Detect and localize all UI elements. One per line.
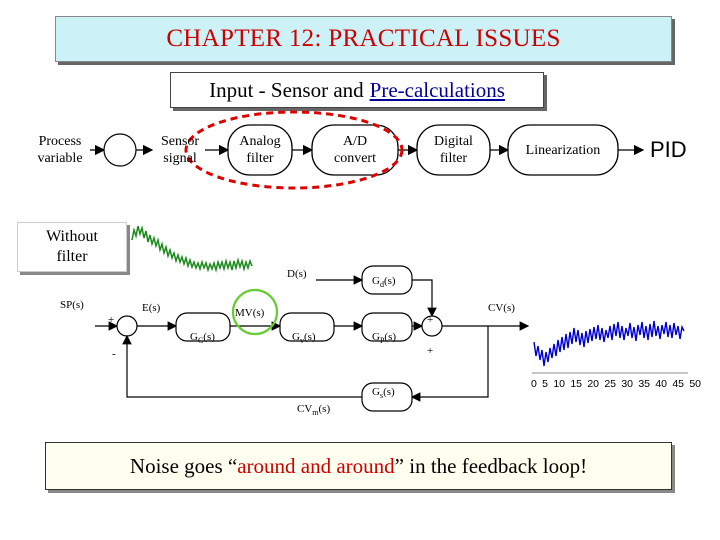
linearization-label: Linearization [525,143,601,158]
gs-sub: s [379,391,384,401]
arrow-feedback [127,336,362,397]
gv-g: G [292,331,300,343]
slide-title: CHAPTER 12: PRACTICAL ISSUES [55,16,672,62]
disturbance-label: D(s) [287,268,307,280]
gs-label [372,386,395,402]
gp-sub: P [379,336,385,346]
gc-g: G [190,331,198,343]
cv-label: CV(s) [488,302,515,314]
tick-30: 30 [621,378,633,390]
tick-25: 25 [604,378,616,390]
plus-sign-top: + [427,314,434,326]
pid-label: PID [650,137,687,162]
subtitle-highlight: Pre-calculations [369,77,505,102]
without-filter-line1: Without [46,228,98,245]
gc-tail: (s) [203,331,215,343]
sensor-signal-label [150,133,210,167]
tick-20: 20 [587,378,599,390]
ad-convert-label [312,133,398,167]
gs-tail: (s) [383,386,395,398]
cvm-label [297,403,330,419]
noise-note-highlight: around and around [237,453,395,478]
cv-plot [532,321,688,373]
subtitle-prefix: Input - Sensor and [209,77,364,102]
without-filter-label [17,222,127,272]
tick-35: 35 [638,378,650,390]
gc-label [190,331,215,347]
tick-45: 45 [672,378,684,390]
analog-filter-label [228,133,292,167]
digital-filter-line2: filter [439,151,468,166]
sp-label: SP(s) [60,299,84,311]
noisy-signal-trace [132,226,252,270]
cvm-cv: CV [297,403,313,415]
gs-g: G [372,386,380,398]
plus-sign-sum: + [108,314,115,326]
plot-x-ticks [531,378,701,390]
gv-sub: v [299,336,304,346]
sensor-circle [104,134,136,166]
gv-label [292,331,316,347]
ad-convert-line1: A/D [342,134,368,149]
tick-0: 0 [531,378,537,390]
tick-50: 50 [689,378,701,390]
gp-tail: (s) [384,331,397,343]
mv-label: MV(s) [235,307,265,319]
gc-sub: C [197,336,204,346]
noise-note [45,442,672,490]
gv-tail: (s) [303,331,316,343]
tick-5: 5 [542,378,548,390]
sensor-signal-line2: signal [163,151,197,166]
plus-sign-bottom: + [427,345,434,357]
gd-tail: (s) [383,275,396,287]
gp-label [372,331,396,347]
gd-g: G [372,275,380,287]
gp-g: G [372,331,380,343]
cvm-sub: m [312,408,319,418]
cv-noisy-trace [534,321,684,366]
cvm-tail: (s) [318,403,331,415]
ad-convert-line2: convert [334,151,376,166]
arrow-gd-sum [412,280,432,316]
minus-sign-sum: - [112,348,116,360]
gd-sub: d [379,280,384,290]
analog-filter-line1: Analog [239,134,281,149]
process-variable-label [20,133,100,167]
without-filter-line2: filter [56,248,88,265]
process-variable-line2: variable [37,151,83,166]
error-label: E(s) [142,302,161,314]
digital-filter-label [417,133,490,167]
gd-label [372,275,396,291]
summing-junction [117,316,137,336]
tick-15: 15 [570,378,582,390]
digital-filter-line1: Digital [434,134,473,149]
analog-filter-line2: filter [246,151,274,166]
process-variable-line1: Process [38,134,82,149]
arrow-cv-sensor [412,326,488,397]
noise-note-pre: Noise goes “ [129,453,238,478]
tick-40: 40 [655,378,667,390]
sensor-signal-line1: Sensor [160,134,200,149]
tick-10: 10 [553,378,565,390]
noise-note-post: ” in the feedback loop! [394,453,588,478]
